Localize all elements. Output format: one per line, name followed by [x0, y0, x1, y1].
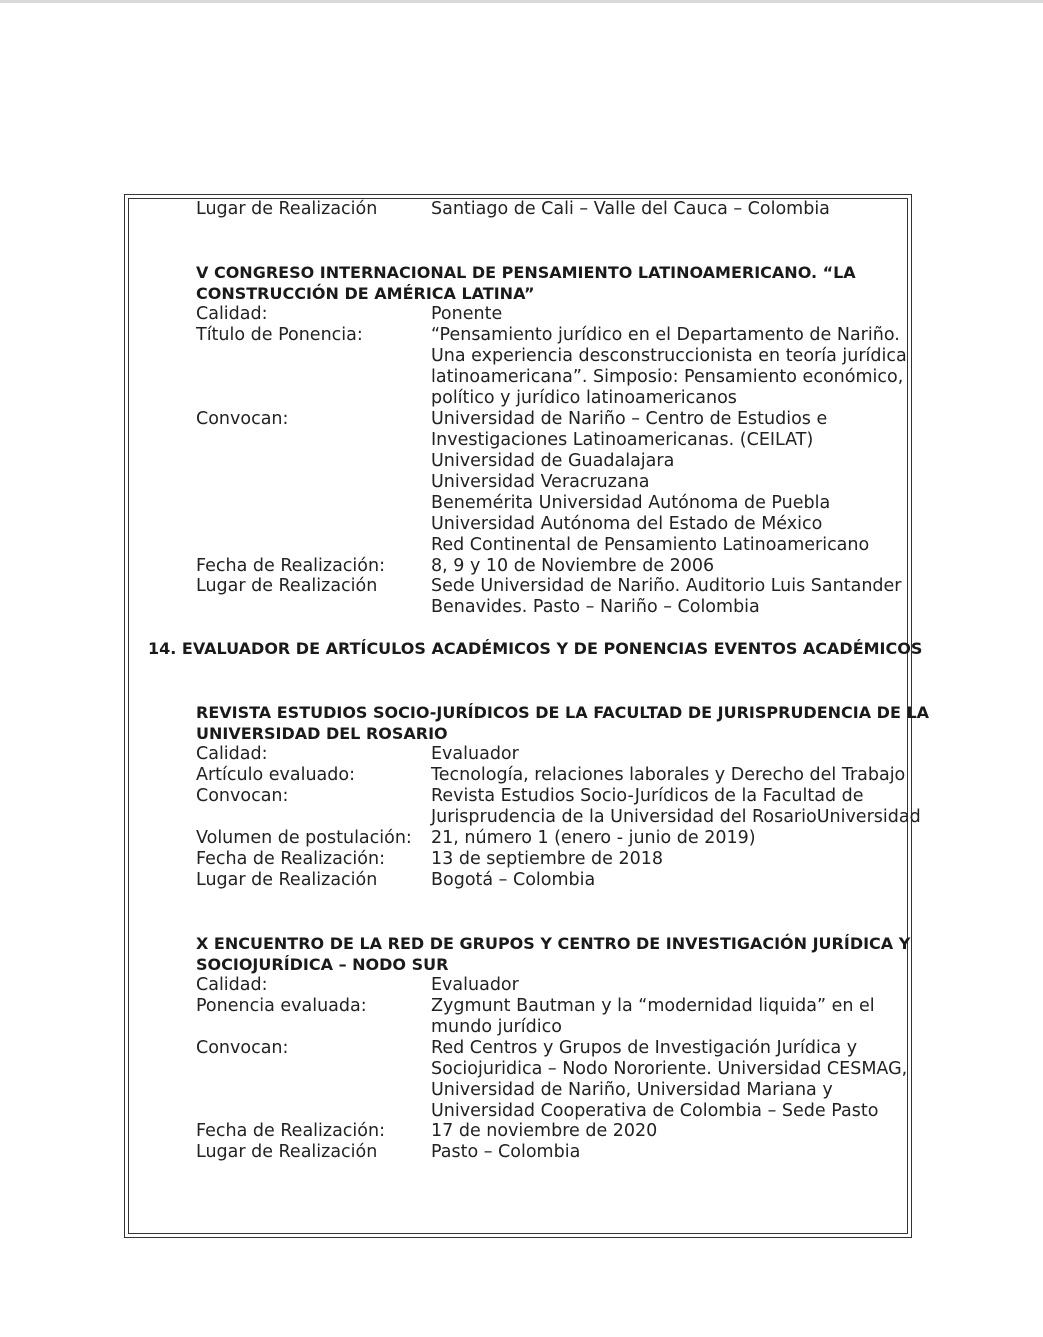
event3-convocan-line2: Sociojuridica – Nodo Nororiente. Universidad CESMAG, [431, 1059, 908, 1079]
event1-fecha-label: Fecha de Realización: [196, 556, 385, 576]
event3-lugar-label: Lugar de Realización [196, 1142, 378, 1162]
event1-title-line2: CONSTRUCCIÓN DE AMÉRICA LATINA” [196, 284, 535, 303]
event3-ponencia-line2: mundo jurídico [431, 1017, 562, 1037]
event2-convocan-line2: Jurisprudencia de la Universidad del RosarioUniversidad [431, 807, 921, 827]
event1-title-line1: V CONGRESO INTERNACIONAL DE PENSAMIENTO LATINOAMERICANO. “LA [196, 263, 856, 282]
event1-calidad-label: Calidad: [196, 304, 268, 324]
event1-titulo-line3: latinoamericana”. Simposio: Pensamiento económico, [431, 367, 904, 387]
event3-fecha-value: 17 de noviembre de 2020 [431, 1121, 658, 1141]
event1-lugar-label: Lugar de Realización [196, 576, 378, 596]
top-lugar-value: Santiago de Cali – Valle del Cauca – Colombia [431, 199, 830, 219]
event1-convocan-label: Convocan: [196, 409, 289, 429]
top-divider [0, 0, 1043, 3]
event2-volumen-label: Volumen de postulación: [196, 828, 412, 848]
event2-calidad-value: Evaluador [431, 744, 519, 764]
event1-titulo-line2: Una experiencia desconstruccionista en teoría jurídica [431, 346, 907, 366]
event1-convocan-line2: Investigaciones Latinoamericanas. (CEILAT) [431, 430, 814, 450]
event3-convocan-label: Convocan: [196, 1038, 289, 1058]
event1-convocan-line7: Red Continental de Pensamiento Latinoamericano [431, 535, 870, 555]
event2-fecha-value: 13 de septiembre de 2018 [431, 849, 664, 869]
event3-ponencia-label: Ponencia evaluada: [196, 996, 367, 1016]
event2-articulo-label: Artículo evaluado: [196, 765, 355, 785]
event2-lugar-value: Bogotá – Colombia [431, 870, 596, 890]
event1-lugar-line1: Sede Universidad de Nariño. Auditorio Luis Santander [431, 576, 902, 596]
event1-fecha-value: 8, 9 y 10 de Noviembre de 2006 [431, 556, 715, 576]
event1-convocan-line3: Universidad de Guadalajara [431, 451, 675, 471]
event3-fecha-label: Fecha de Realización: [196, 1121, 385, 1141]
event2-articulo-value: Tecnología, relaciones laborales y Derecho del Trabajo [431, 765, 906, 785]
event1-titulo-line1: “Pensamiento jurídico en el Departamento de Nariño. [431, 325, 900, 345]
event1-convocan-line4: Universidad Veracruzana [431, 472, 650, 492]
event3-ponencia-line1: Zygmunt Bautman y la “modernidad liquida” en el [431, 996, 875, 1016]
event2-volumen-value: 21, número 1 (enero - junio de 2019) [431, 828, 756, 848]
event2-lugar-label: Lugar de Realización [196, 870, 378, 890]
event3-title-line1: X ENCUENTRO DE LA RED DE GRUPOS Y CENTRO DE INVESTIGACIÓN JURÍDICA Y [196, 934, 911, 953]
top-lugar-label: Lugar de Realización [196, 199, 378, 219]
event1-convocan-line5: Benemérita Universidad Autónoma de Puebla [431, 493, 831, 513]
event1-convocan-line1: Universidad de Nariño – Centro de Estudios e [431, 409, 828, 429]
event1-lugar-line2: Benavides. Pasto – Nariño – Colombia [431, 597, 760, 617]
event3-title-line2: SOCIOJURÍDICA – NODO SUR [196, 955, 449, 974]
event3-convocan-line1: Red Centros y Grupos de Investigación Jurídica y [431, 1038, 858, 1058]
event3-convocan-line3: Universidad de Nariño, Universidad Mariana y [431, 1080, 833, 1100]
event2-title-line2: UNIVERSIDAD DEL ROSARIO [196, 724, 448, 743]
event2-convocan-line1: Revista Estudios Socio-Jurídicos de la Facultad de [431, 786, 864, 806]
event3-lugar-value: Pasto – Colombia [431, 1142, 581, 1162]
event2-fecha-label: Fecha de Realización: [196, 849, 385, 869]
event1-calidad-value: Ponente [431, 304, 503, 324]
event1-titulo-label: Título de Ponencia: [196, 325, 363, 345]
event2-calidad-label: Calidad: [196, 744, 268, 764]
event3-convocan-line4: Universidad Cooperativa de Colombia – Sede Pasto [431, 1101, 879, 1121]
event2-convocan-label: Convocan: [196, 786, 289, 806]
event3-calidad-label: Calidad: [196, 975, 268, 995]
event3-calidad-value: Evaluador [431, 975, 519, 995]
section-14-heading: 14. EVALUADOR DE ARTÍCULOS ACADÉMICOS Y DE PONENCIAS EVENTOS ACADÉMICOS [148, 639, 923, 658]
event1-titulo-line4: político y jurídico latinoamericanos [431, 388, 737, 408]
event2-title-line1: REVISTA ESTUDIOS SOCIO-JURÍDICOS DE LA FACULTAD DE JURISPRUDENCIA DE LA [196, 703, 930, 722]
event1-convocan-line6: Universidad Autónoma del Estado de México [431, 514, 823, 534]
